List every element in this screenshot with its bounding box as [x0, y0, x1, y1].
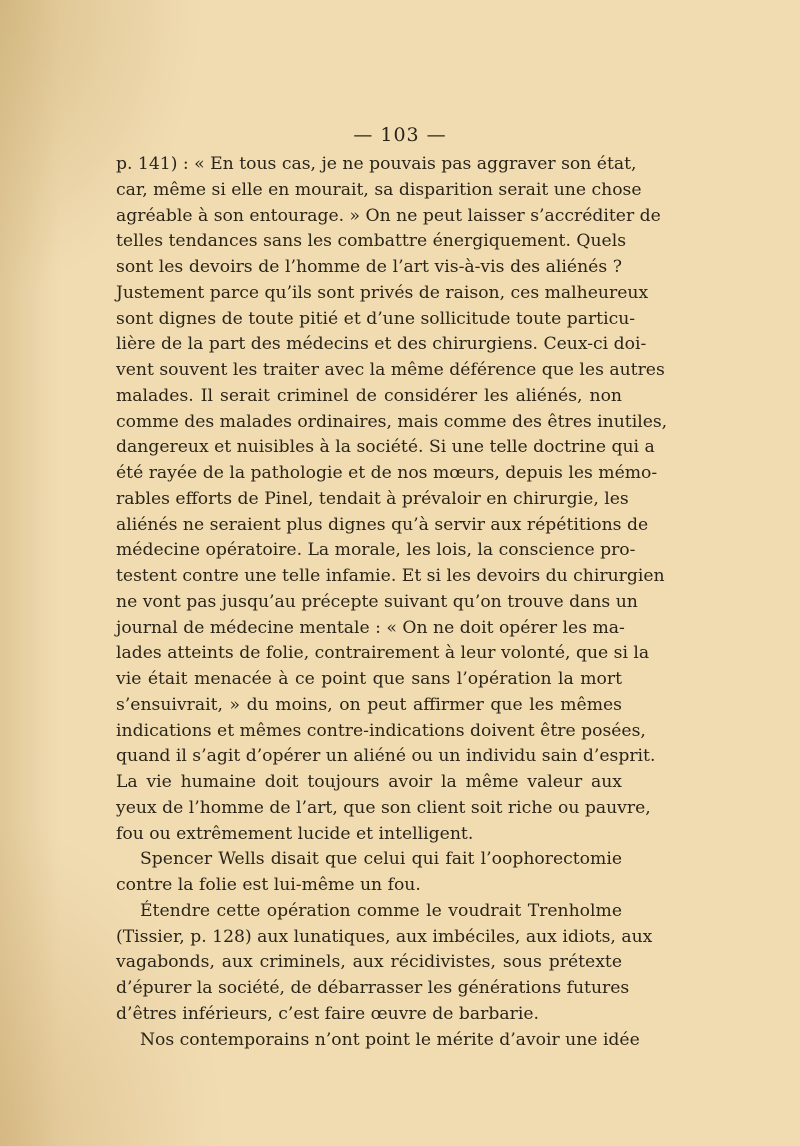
text-line: La vie humaine doit toujours avoir la même valeur aux — [116, 772, 622, 792]
text-line: telles tendances sans les combattre énergiquement. Quels — [116, 231, 627, 252]
text-line: car, même si elle en mourait, sa disparition serait une chose — [116, 179, 642, 200]
text-line: Justement parce qu’ils sont privés de raison, ces malheureux — [116, 282, 649, 303]
text-line: agréable à son entourage. » On ne peut laisser s’accréditer de — [116, 205, 661, 226]
body-text — [116, 152, 668, 1053]
text-line: indications et mêmes contre-indications doivent être posées, — [116, 720, 646, 741]
text-line: été rayée de la pathologie et de nos mœurs, depuis les mémo- — [116, 463, 658, 483]
text-line: sont les devoirs de l’homme de l’art vis-à-vis des aliénés ? — [116, 257, 622, 277]
text-line: dangereux et nuisibles à la société. Si une telle doctrine qui a — [116, 437, 655, 458]
text-line: yeux de l’homme de l’art, que son client soit riche ou pauvre, — [116, 797, 651, 818]
text-line: malades. Il serait criminel de considérer les aliénés, non — [116, 385, 622, 406]
text-line: vent souvent les traiter avec la même déférence que les autres — [116, 360, 665, 380]
text-line: ne vont pas jusqu’au précepte suivant qu’on trouve dans un — [116, 591, 638, 612]
text-line: testent contre une telle infamie. Et si les devoirs du chirurgien — [116, 566, 665, 586]
text-line: quand il s’agit d’opérer un aliéné ou un individu sain d’esprit. — [116, 746, 656, 767]
text-line: vie était menacée à ce point que sans l’opération la mort — [116, 669, 622, 689]
text-line: (Tissier, p. 128) aux lunatiques, aux imbéciles, aux idiots, aux — [116, 926, 653, 947]
text-line: Nos contemporains n’ont point le mérite d’avoir une idée — [140, 1029, 640, 1050]
text-line: médecine opératoire. La morale, les lois, la conscience pro- — [116, 540, 636, 561]
text-line: journal de médecine mentale : « On ne doit opérer les ma- — [116, 617, 625, 638]
text-line: vagabonds, aux criminels, aux récidivistes, sous prétexte — [116, 952, 622, 973]
text-line: rables efforts de Pinel, tendait à prévaloir en chirurgie, les — [116, 488, 629, 509]
text-line: fou ou extrêmement lucide et intelligent. — [116, 823, 474, 844]
text-line: sont dignes de toute pitié et d’une sollicitude toute particu- — [116, 308, 636, 329]
text-line: d’êtres inférieurs, c’est faire œuvre de barbarie. — [116, 1003, 539, 1024]
text-line: lière de la part des médecins et des chirurgiens. Ceux-ci doi- — [116, 334, 647, 355]
text-line: comme des malades ordinaires, mais comme des êtres inutiles, — [116, 411, 668, 432]
text-line: Étendre cette opération comme le voudrait Trenholme — [140, 900, 622, 921]
text-line: p. 141) : « En tous cas, je ne pouvais pas aggraver son état, — [116, 154, 637, 174]
text-line: lades atteints de folie, contrairement à leur volonté, que si la — [116, 643, 650, 664]
text-line: s’ensuivrait, » du moins, on peut affirmer que les mêmes — [116, 694, 622, 715]
text-line: aliénés ne seraient plus dignes qu’à servir aux répétitions de — [116, 514, 649, 535]
text-line: d’épurer la société, de débarrasser les générations futures — [116, 978, 630, 998]
text-line: Spencer Wells disait que celui qui fait l’oophorectomie — [140, 849, 622, 870]
text-line: contre la folie est lui-même un fou. — [116, 875, 421, 895]
page-number: — 103 — — [353, 124, 447, 146]
